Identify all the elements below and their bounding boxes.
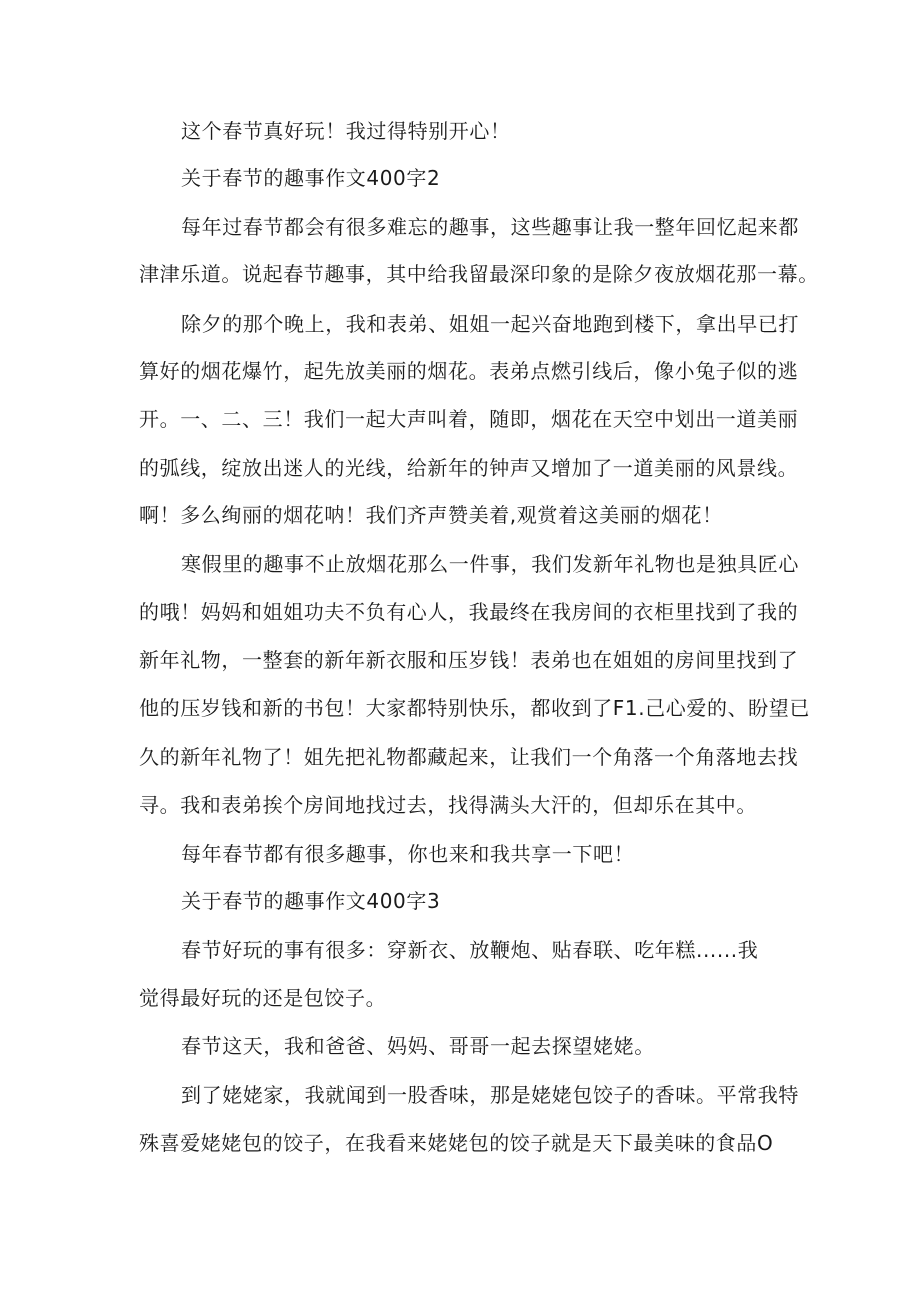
section-heading: 关于春节的趣事作文400字2 bbox=[181, 166, 441, 190]
text-line: 寻。我和表弟挨个房间地找过去，找得满头大汗的，但却乐在其中。 bbox=[139, 793, 757, 817]
text-line: 的哦！妈妈和姐姐功夫不负有心人，我最终在我房间的衣柜里找到了我的 bbox=[139, 600, 799, 624]
text-line: 每年过春节都会有很多难忘的趣事，这些趣事让我一整年回忆起来都 bbox=[181, 215, 799, 239]
text-line: 久的新年礼物了！姐先把礼物都藏起来，让我们一个角落一个角落地去找 bbox=[139, 745, 799, 769]
text-line: 觉得最好玩的还是包饺子。 bbox=[139, 986, 387, 1010]
text-line: 的弧线，绽放出迷人的光线，给新年的钟声又增加了一道美丽的风景线。 bbox=[139, 456, 799, 480]
text-line: 殊喜爱姥姥包的饺子，在我看来姥姥包的饺子就是天下最美味的食品O bbox=[139, 1131, 774, 1155]
text-line: 津津乐道。说起春节趣事，其中给我留最深印象的是除夕夜放烟花那一幕。 bbox=[139, 262, 819, 286]
text-line: 到了姥姥家，我就闻到一股香味，那是姥姥包饺子的香味。平常我特 bbox=[181, 1083, 799, 1107]
text-line: 春节这天，我和爸爸、妈妈、哥哥一起去探望姥姥。 bbox=[181, 1034, 655, 1058]
text-line: 新年礼物，一整套的新年新衣服和压岁钱！表弟也在姐姐的房间里找到了 bbox=[139, 648, 799, 672]
text-line: 除夕的那个晚上，我和表弟、姐姐一起兴奋地跑到楼下，拿出早已打 bbox=[181, 312, 799, 336]
text-line: 算好的烟花爆竹，起先放美丽的烟花。表弟点燃引线后，像小兔子似的逃 bbox=[139, 359, 799, 383]
text-line: 开。一、二、三！我们一起大声叫着，随即，烟花在天空中划出一道美丽 bbox=[139, 407, 799, 431]
text-line: 寒假里的趣事不止放烟花那么一件事，我们发新年礼物也是独具匠心 bbox=[181, 552, 799, 576]
text-line: 春节好玩的事有很多：穿新衣、放鞭炮、贴春联、吃年糕......我 bbox=[181, 938, 759, 962]
text-line: 他的压岁钱和新的书包！大家都特别快乐，都收到了F1.己心爱的、盼望已 bbox=[139, 696, 810, 720]
text-line: 啊！多么绚丽的烟花呐！我们齐声赞美着,观赏着这美丽的烟花！ bbox=[139, 503, 723, 527]
text-line: 这个春节真好玩！我过得特别开心！ bbox=[181, 119, 511, 143]
text-line: 每年春节都有很多趣事，你也来和我共享一下吧！ bbox=[181, 842, 635, 866]
section-heading: 关于春节的趣事作文400字3 bbox=[181, 889, 441, 913]
